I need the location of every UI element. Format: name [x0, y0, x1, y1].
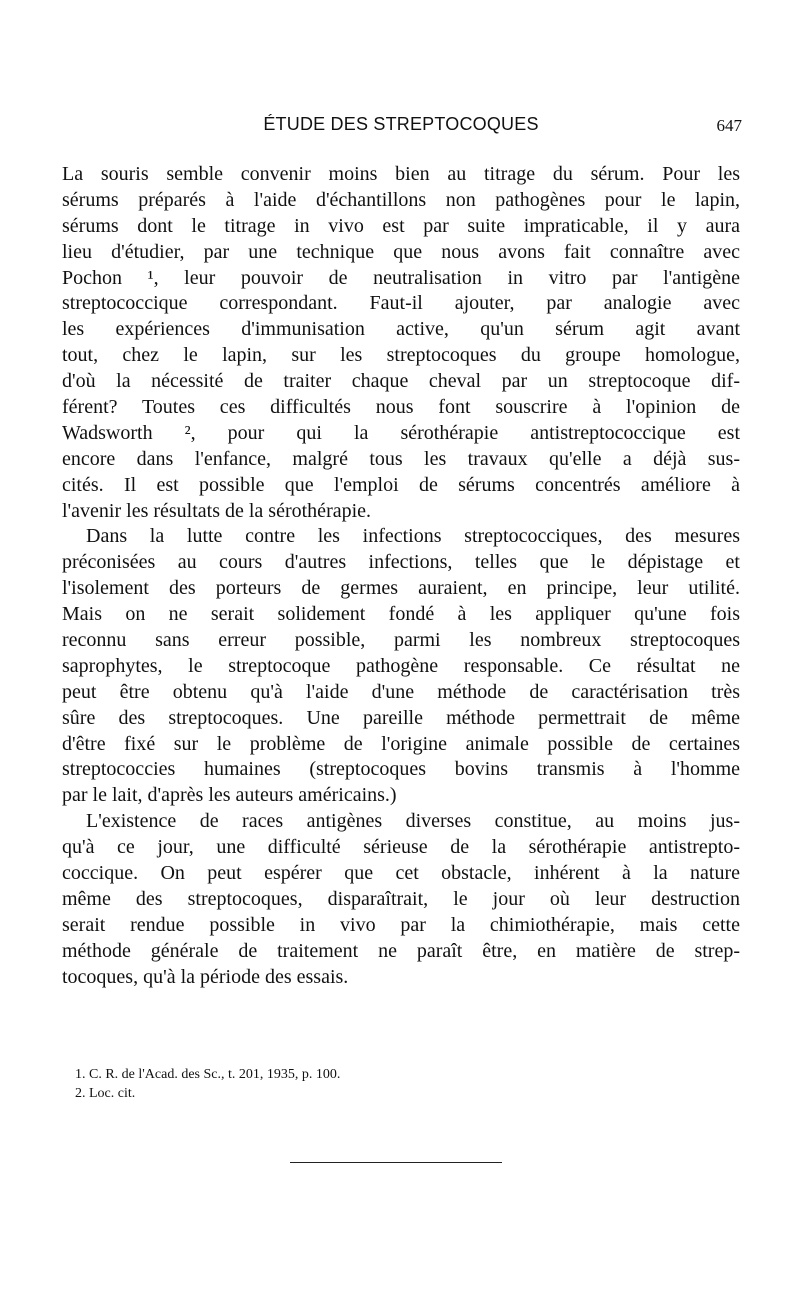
footnote: 2. Loc. cit. — [75, 1086, 136, 1101]
text-line: sérums dont le titrage in vivo est par suite impraticable, il y aura — [62, 214, 740, 237]
footnote: 1. C. R. de l'Acad. des Sc., t. 201, 1935, p. 100. — [75, 1067, 341, 1082]
text-line: d'où la nécessité de traiter chaque cheval par un streptocoque dif- — [62, 370, 740, 393]
text-line: streptococcique correspondant. Faut-il ajouter, par analogie avec — [62, 292, 740, 315]
page-number: 647 — [716, 116, 742, 135]
paragraph-start-line: L'existence de races antigènes diverses constitue, au moins jus- — [86, 810, 740, 833]
text-line: par le lait, d'après les auteurs américains.) — [62, 784, 397, 807]
text-line: La souris semble convenir moins bien au titrage du sérum. Pour les — [62, 163, 740, 185]
text-line: l'isolement des porteurs de germes auraient, en principe, leur utilité. — [62, 577, 740, 600]
footnotes — [75, 1065, 575, 1103]
text-line: l'avenir les résultats de la sérothérapie. — [62, 499, 372, 522]
paragraph-start-line: Dans la lutte contre les infections streptococciques, des mesures — [86, 525, 740, 548]
text-line: lieu d'étudier, par une technique que nous avons fait connaître avec — [62, 240, 740, 263]
page-header — [60, 114, 742, 140]
text-line: Pochon ¹, leur pouvoir de neutralisation in vitro par l'antigène — [62, 266, 740, 289]
text-line: sûre des streptocoques. Une pareille méthode permettrait de même — [62, 706, 740, 729]
body-text — [62, 162, 740, 991]
running-title: ÉTUDE DES STREPTOCOQUES — [263, 114, 539, 134]
text-line: coccique. On peut espérer que cet obstacle, inhérent à la nature — [62, 862, 740, 885]
text-line: encore dans l'enfance, malgré tous les travaux qu'elle a déjà sus- — [62, 447, 740, 470]
text-line: saprophytes, le streptocoque pathogène responsable. Ce résultat ne — [62, 654, 740, 677]
text-line: préconisées au cours d'autres infections, telles que le dépistage et — [62, 551, 740, 574]
text-line: méthode générale de traitement ne paraît être, en matière de strep- — [62, 939, 740, 962]
text-line: cités. Il est possible que l'emploi de sérums concentrés améliore à — [62, 473, 740, 496]
text-line: férent? Toutes ces difficultés nous font souscrire à l'opinion de — [62, 396, 740, 419]
text-line: serait rendue possible in vivo par la chimiothérapie, mais cette — [62, 913, 740, 936]
text-line: tocoques, qu'à la période des essais. — [62, 965, 349, 988]
text-line: Mais on ne serait solidement fondé à les appliquer qu'une fois — [62, 603, 740, 626]
text-line: peut être obtenu qu'à l'aide d'une méthode de caractérisation très — [62, 680, 740, 703]
text-line: reconnu sans erreur possible, parmi les nombreux streptocoques — [62, 629, 740, 652]
text-line: streptococcies humaines (streptocoques bovins transmis à l'homme — [62, 758, 740, 781]
text-line: même des streptocoques, disparaîtrait, le jour où leur destruction — [62, 887, 740, 910]
text-line: tout, chez le lapin, sur les streptocoques du groupe homologue, — [62, 344, 740, 367]
text-line: qu'à ce jour, une difficulté sérieuse de la sérothérapie antistrepto- — [62, 836, 740, 859]
bottom-rule — [290, 1162, 502, 1163]
text-line: d'être fixé sur le problème de l'origine animale possible de certaines — [62, 732, 740, 755]
text-line: sérums préparés à l'aide d'échantillons non pathogènes pour le lapin, — [62, 188, 740, 211]
text-line: Wadsworth ², pour qui la sérothérapie antistreptococcique est — [62, 421, 740, 444]
text-line: les expériences d'immunisation active, qu'un sérum agit avant — [62, 318, 740, 341]
